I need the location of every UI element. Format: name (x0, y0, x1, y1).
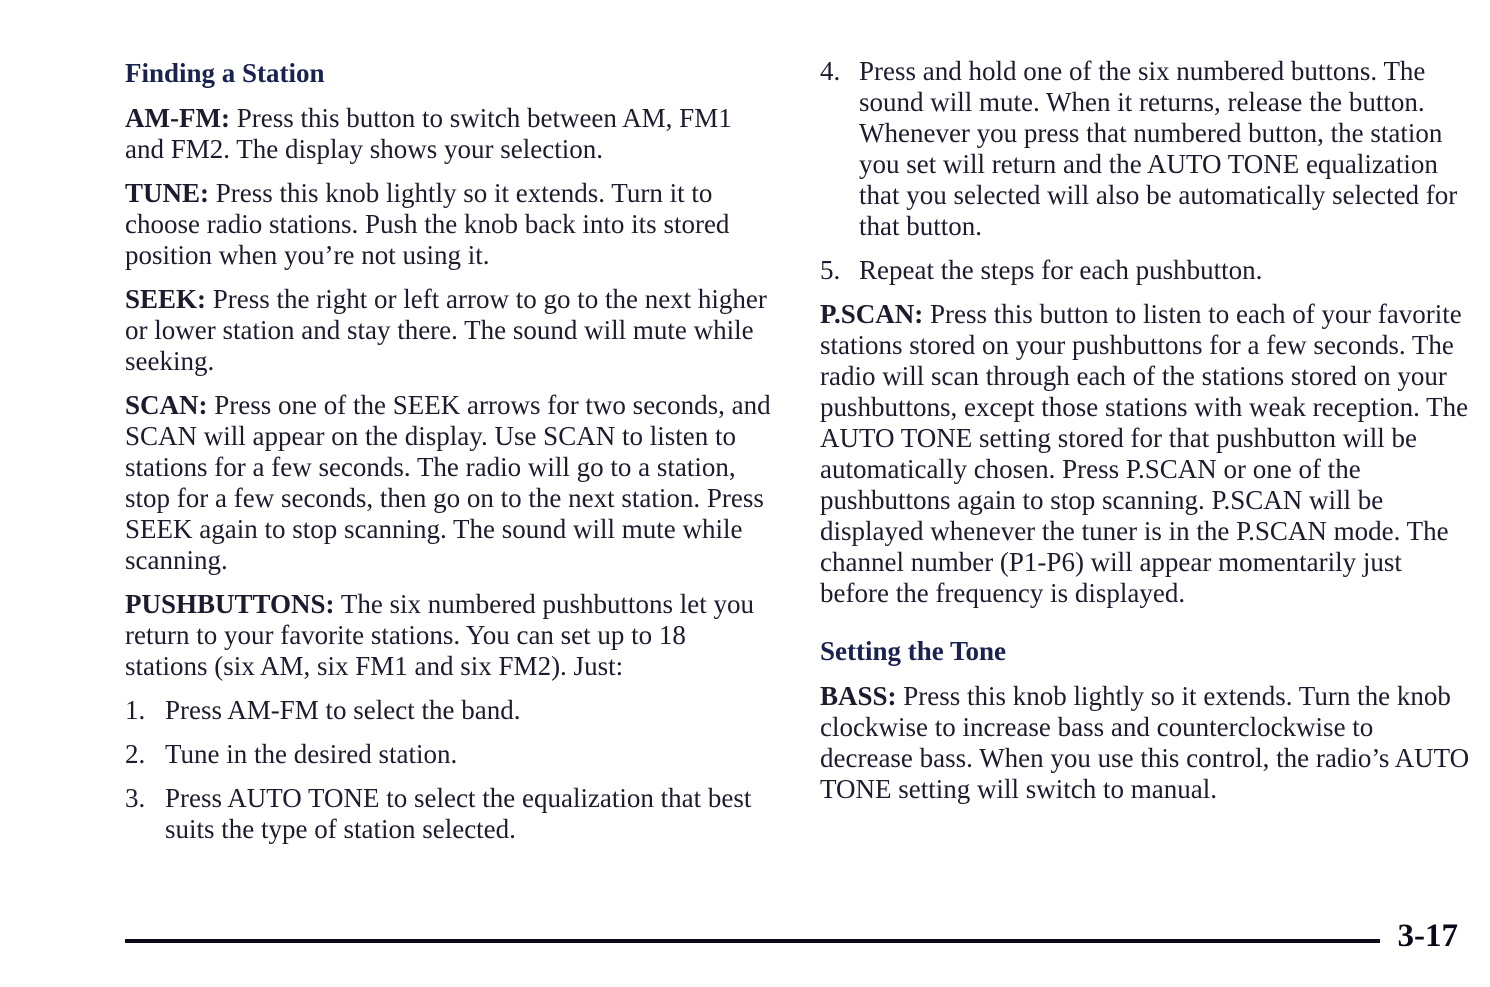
step-number: 2. (125, 739, 146, 769)
step-number: 3. (125, 783, 146, 813)
list-item (125, 695, 775, 726)
text-pushbuttons: The six numbered pushbuttons let you return to your favorite stations. You can set up to 18 stations (six AM, six FM1 and six FM2). Just: (125, 589, 755, 681)
list-item (820, 255, 1470, 286)
page-number: 3-17 (1397, 918, 1458, 954)
section-heading-setting-the-tone: Setting the Tone (820, 636, 1007, 666)
step-text: Repeat the steps for each pushbutton. (859, 255, 1263, 285)
steps-list-1-3 (125, 695, 775, 845)
steps-list-4-5 (820, 56, 1470, 286)
paragraph-seek (125, 284, 775, 377)
step-number: 4. (820, 56, 841, 86)
step-text: Press and hold one of the six numbered buttons. The sound will mute. When it returns, release the button. Whenever you press that numbered button, the station you set will return and the AUTO TONE equalization that you selected will also be automatically selected for that button. (859, 56, 1458, 241)
list-item (125, 783, 775, 845)
step-number: 1. (125, 695, 146, 725)
paragraph-pushbuttons (125, 589, 775, 682)
paragraph-scan (125, 390, 775, 576)
list-item (125, 739, 775, 770)
step-text: Press AM-FM to select the band. (165, 695, 521, 725)
section-heading-finding-a-station: Finding a Station (125, 58, 325, 88)
paragraph-bass (820, 681, 1470, 805)
term-am-fm: AM-FM: (125, 103, 230, 133)
paragraph-tune (125, 178, 775, 271)
term-pscan: P.SCAN: (820, 299, 924, 329)
term-seek: SEEK: (125, 284, 207, 314)
term-bass: BASS: (820, 681, 897, 711)
text-seek: Press the right or left arrow to go to the next higher or lower station and stay there. The sound will mute while seeking. (125, 284, 767, 376)
step-number: 5. (820, 255, 841, 285)
paragraph-am-fm (125, 103, 775, 165)
step-text: Tune in the desired station. (165, 739, 458, 769)
term-tune: TUNE: (125, 178, 210, 208)
text-tune: Press this knob lightly so it extends. Turn it to choose radio stations. Push the knob back into its stored position when you’re not using it. (125, 178, 730, 270)
text-bass: Press this knob lightly so it extends. Turn the knob clockwise to increase bass and counterclockwise to decrease bass. When you use this control, the radio’s AUTO TONE setting will switch to manual. (820, 681, 1470, 804)
left-column (125, 56, 775, 858)
text-pscan: Press this button to listen to each of your favorite stations stored on your pushbuttons for a few seconds. The radio will scan through each of the stations stored on your pushbuttons, except those stations with weak reception. The AUTO TONE setting stored for that pushbutton will be automatically chosen. Press P.SCAN or one of the pushbuttons again to stop scanning. P.SCAN will be displayed whenever the tuner is in the P.SCAN mode. The channel number (P1-P6) will appear momentarily just before the frequency is displayed. (820, 299, 1469, 608)
term-scan: SCAN: (125, 390, 208, 420)
text-scan: Press one of the SEEK arrows for two seconds, and SCAN will appear on the display. Use SCAN to listen to stations for a few seconds. The radio will go to a station, stop for a few seconds, then go on to the next station. Press SEEK again to stop scanning. The sound will mute while scanning. (125, 390, 771, 575)
right-column (820, 56, 1470, 818)
footer-rule (125, 939, 1380, 943)
list-item (820, 56, 1470, 242)
term-pushbuttons: PUSHBUTTONS: (125, 589, 335, 619)
text-am-fm: Press this button to switch between AM, FM1 and FM2. The display shows your selection. (125, 103, 732, 164)
step-text: Press AUTO TONE to select the equalization that best suits the type of station selected. (165, 783, 752, 844)
paragraph-pscan (820, 299, 1470, 609)
